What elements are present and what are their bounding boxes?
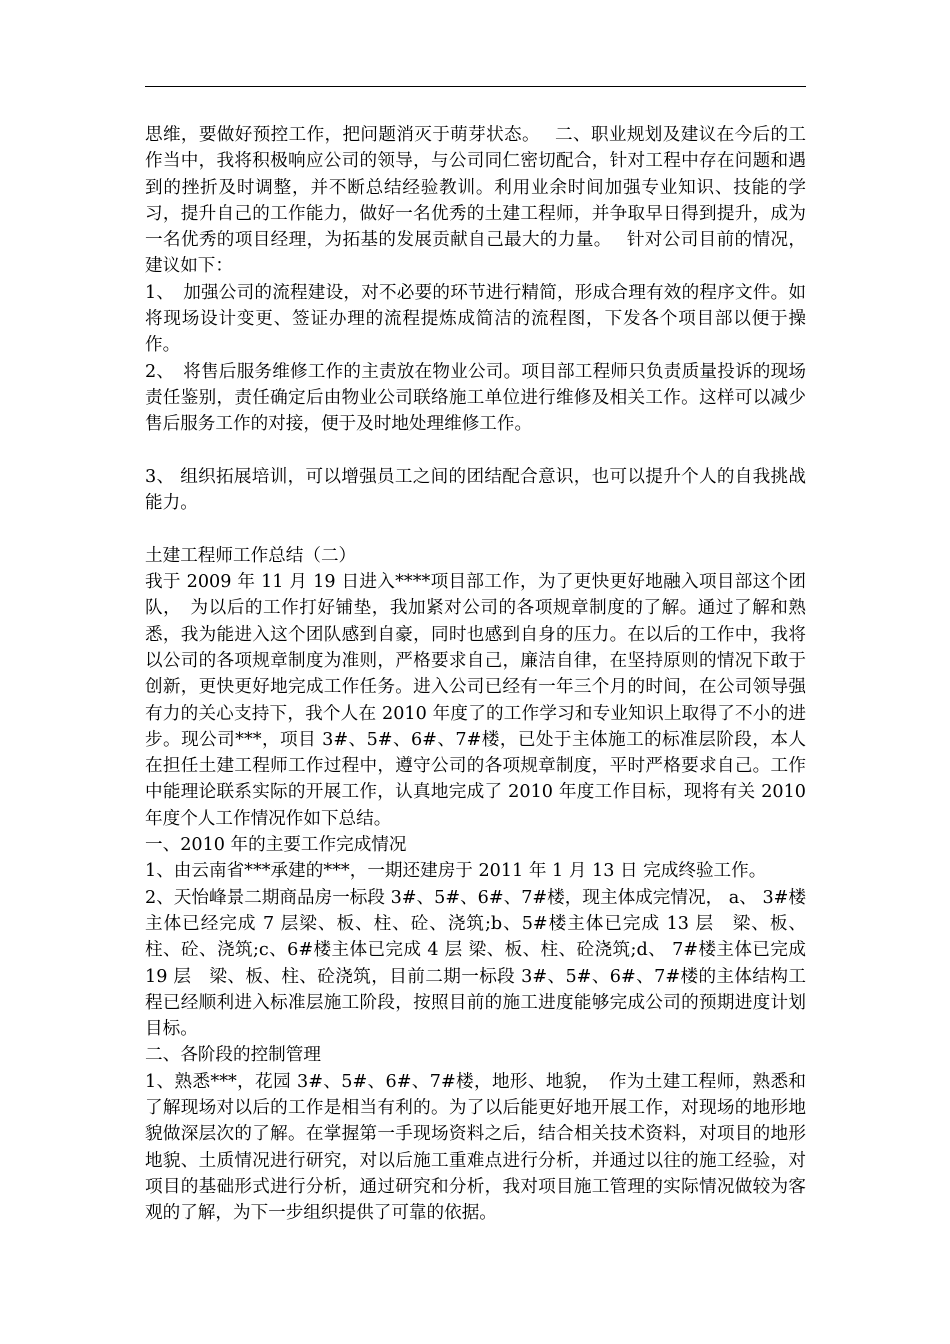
paragraph-suggestion-1: 1、 加强公司的流程建设，对不必要的环节进行精简，形成合理有效的程序文件。如将现场设计变更、签证办理的流程提炼成简洁的流程图，下发各个项目部以便于操作。 (145, 282, 806, 356)
blank-line (145, 438, 806, 464)
section-title: 土建工程师工作总结（二） (145, 545, 357, 566)
paragraph-career-planning: 思维，要做好预控工作，把问题消灭于萌芽状态。 二、职业规划及建议在今后的工作当中，我将积极响应公司的领导，与公司同仁密切配合，针对工程中存在问题和遇到的挫折及时调整，并不断总结经验教训。利用业余时间加强专业知识、技能的学习，提升自己的工作能力，做好一名优秀的土建工程师，并争取早日得到提升，成为一名优秀的项目经理，为拓基的发展贡献自己最大的力量。 针对公司目前的情况，建议如下： (145, 125, 806, 277)
paragraph-suggestion-2: 2、 将售后服务维修工作的主责放在物业公司。项目部工程师只负责质量投诉的现场责任鉴别，责任确定后由物业公司联络施工单位进行维修及相关工作。这样可以减少售后服务工作的对接，便于及时地处理维修工作。 (145, 361, 806, 435)
paragraph-stage-item-1: 1、熟悉***，花园 3#、5#、6#、7#楼，地形、地貌， 作为土建工程师，熟悉和了解现场对以后的工作是相当有利的。为了以后能更好地开展工作，对现场的地形地貌做深层次的了解。在掌握第一手现场资料之后，结合相关技术资料，对项目的地形地貌、土质情况进行研究，对以后施工重难点进行分析，并通过以往的施工经验，对项目的基础形式进行分析，通过研究和分析，我对项目施工管理的实际情况做较为客观的了解，为下一步组织提供了可靠的依据。 (145, 1071, 806, 1224)
document-body (145, 122, 812, 1226)
header-rule (145, 86, 806, 87)
paragraph-intro: 我于 2009 年 11 月 19 日进入****项目部工作，为了更快更好地融入项目部这个团队， 为以后的工作打好铺垫，我加紧对公司的各项规章制度的了解。通过了解和熟悉，我为能进入这个团队感到自豪，同时也感到自身的压力。在以后的工作中，我将以公司的各项规章制度为准则，严格要求自己，廉洁自律，在坚持原则的情况下敢于创新，更快更好地完成工作任务。进入公司已经有一年三个月的时间，在公司领导强有力的关心支持下，我个人在 2010 年度了的工作学习和专业知识上取得了不小的进步。现公司***，项目 3#、5#、6#、7#楼，已处于主体施工的标准层阶段，本人在担任土建工程师工作过程中，遵守公司的各项规章制度，平时严格要求自己。工作中能理论联系实际的开展工作，认真地完成了 2010 年度工作目标，现将有关 2010 年度个人工作情况作如下总结。 (145, 572, 812, 829)
heading-main-work: 一、2010 年的主要工作完成情况 (145, 835, 407, 856)
heading-stage-control: 二、各阶段的控制管理 (145, 1045, 321, 1066)
paragraph-work-item-1: 1、由云南省***承建的***，一期还建房于 2011 年 1 月 13 日 完成终验工作。 (145, 861, 767, 882)
paragraph-work-item-2: 2、天怡峰景二期商品房一标段 3#、5#、6#、7#楼，现主体成完情况， a、 3#楼主体已经完成 7 层梁、板、柱、砼、浇筑;b、5#楼主体已完成 13 层 梁、板、柱、砼、浇筑;c、6#楼主体已完成 4 层 梁、板、柱、砼浇筑;d、 7#楼主体已完成 19 层 梁、板、柱、砼浇筑，目前二期一标段 3#、5#、6#、7#楼的主体结构工程已经顺利进入标准层施工阶段，按照目前的施工进度能够完成公司的预期进度计划目标。 (145, 887, 812, 1040)
blank-line (145, 516, 806, 542)
paragraph-suggestion-3: 3、 组织拓展培训，可以增强员工之间的团结配合意识，也可以提升个人的自我挑战能力。 (145, 466, 806, 514)
